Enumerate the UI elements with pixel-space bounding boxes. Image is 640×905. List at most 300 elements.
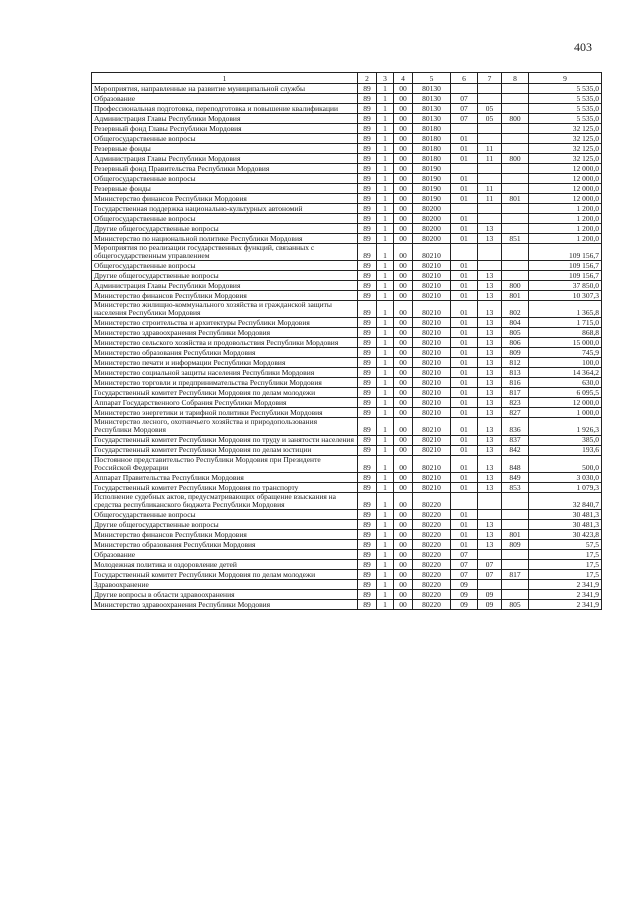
table-row xyxy=(92,418,602,435)
row-section: 01 xyxy=(451,408,478,418)
row-code-1: 89 xyxy=(358,124,377,134)
row-code-3: 00 xyxy=(394,291,413,301)
row-section: 01 xyxy=(451,174,478,184)
column-header: 6 xyxy=(451,73,478,84)
row-code-4: 80210 xyxy=(413,338,451,348)
row-code-2: 1 xyxy=(377,174,394,184)
row-code-1: 89 xyxy=(358,408,377,418)
row-subsection: 13 xyxy=(478,445,502,455)
row-department: 800 xyxy=(502,281,529,291)
row-code-2: 1 xyxy=(377,482,394,492)
row-code-3: 00 xyxy=(394,134,413,144)
table-row xyxy=(92,328,602,338)
row-amount: 1 200,0 xyxy=(529,234,602,244)
row-amount: 109 156,7 xyxy=(529,261,602,271)
row-code-2: 1 xyxy=(377,388,394,398)
table-row xyxy=(92,492,602,509)
row-code-1: 89 xyxy=(358,134,377,144)
row-code-4: 80210 xyxy=(413,472,451,482)
row-subsection: 11 xyxy=(478,194,502,204)
row-code-4: 80210 xyxy=(413,348,451,358)
row-section: 01 xyxy=(451,281,478,291)
row-subsection: 13 xyxy=(478,348,502,358)
row-section: 01 xyxy=(451,318,478,328)
row-description: Министерство печати и информации Республики Мордовия xyxy=(92,358,358,368)
table-row xyxy=(92,445,602,455)
row-code-3: 00 xyxy=(394,94,413,104)
row-code-4: 80130 xyxy=(413,114,451,124)
row-description: Министерство здравоохранения Республики Мордовия xyxy=(92,599,358,609)
row-code-4: 80200 xyxy=(413,224,451,234)
row-amount: 1 200,0 xyxy=(529,214,602,224)
row-department xyxy=(502,261,529,271)
row-section: 01 xyxy=(451,214,478,224)
row-subsection xyxy=(478,204,502,214)
row-code-3: 00 xyxy=(394,204,413,214)
row-description: Администрация Главы Республики Мордовия xyxy=(92,281,358,291)
row-code-3: 00 xyxy=(394,418,413,435)
row-code-2: 1 xyxy=(377,398,394,408)
row-subsection xyxy=(478,244,502,261)
row-code-2: 1 xyxy=(377,204,394,214)
row-subsection: 13 xyxy=(478,234,502,244)
table-row xyxy=(92,124,602,134)
row-code-2: 1 xyxy=(377,472,394,482)
row-department: 849 xyxy=(502,472,529,482)
row-section: 01 xyxy=(451,224,478,234)
row-code-4: 80130 xyxy=(413,104,451,114)
table-row xyxy=(92,408,602,418)
row-amount: 100,0 xyxy=(529,358,602,368)
table-row xyxy=(92,154,602,164)
row-amount: 5 535,0 xyxy=(529,104,602,114)
row-code-3: 00 xyxy=(394,549,413,559)
column-header: 7 xyxy=(478,73,502,84)
table-row xyxy=(92,519,602,529)
row-code-1: 89 xyxy=(358,214,377,224)
row-description: Министерство образования Республики Мордовия xyxy=(92,539,358,549)
row-code-2: 1 xyxy=(377,114,394,124)
row-amount: 2 341,9 xyxy=(529,599,602,609)
row-code-2: 1 xyxy=(377,358,394,368)
table-row xyxy=(92,529,602,539)
row-section xyxy=(451,492,478,509)
row-section: 07 xyxy=(451,569,478,579)
table-row xyxy=(92,378,602,388)
row-description: Министерство финансов Республики Мордовия xyxy=(92,291,358,301)
row-department: 809 xyxy=(502,539,529,549)
row-code-2: 1 xyxy=(377,579,394,589)
table-row xyxy=(92,482,602,492)
row-code-3: 00 xyxy=(394,154,413,164)
row-amount: 2 341,9 xyxy=(529,589,602,599)
row-code-1: 89 xyxy=(358,368,377,378)
row-code-1: 89 xyxy=(358,398,377,408)
row-department xyxy=(502,519,529,529)
row-subsection: 13 xyxy=(478,318,502,328)
table-row xyxy=(92,388,602,398)
row-department: 801 xyxy=(502,529,529,539)
row-code-4: 80130 xyxy=(413,94,451,104)
row-code-2: 1 xyxy=(377,94,394,104)
row-section: 01 xyxy=(451,455,478,472)
row-code-4: 80210 xyxy=(413,388,451,398)
row-department: 813 xyxy=(502,368,529,378)
table-row xyxy=(92,281,602,291)
row-code-1: 89 xyxy=(358,338,377,348)
row-department: 827 xyxy=(502,408,529,418)
row-code-1: 89 xyxy=(358,539,377,549)
row-code-4: 80210 xyxy=(413,408,451,418)
row-amount: 57,5 xyxy=(529,539,602,549)
row-code-2: 1 xyxy=(377,348,394,358)
row-subsection: 13 xyxy=(478,358,502,368)
row-code-3: 00 xyxy=(394,114,413,124)
row-subsection xyxy=(478,261,502,271)
row-amount: 1 000,0 xyxy=(529,408,602,418)
table-row xyxy=(92,569,602,579)
row-section xyxy=(451,244,478,261)
row-code-2: 1 xyxy=(377,418,394,435)
row-code-3: 00 xyxy=(394,388,413,398)
row-code-1: 89 xyxy=(358,388,377,398)
row-department xyxy=(502,164,529,174)
row-subsection: 13 xyxy=(478,224,502,234)
row-description: Резервный фонд Главы Республики Мордовия xyxy=(92,124,358,134)
row-subsection: 13 xyxy=(478,529,502,539)
column-header: 9 xyxy=(529,73,602,84)
row-section: 01 xyxy=(451,368,478,378)
row-code-3: 00 xyxy=(394,104,413,114)
row-section: 09 xyxy=(451,589,478,599)
row-code-3: 00 xyxy=(394,301,413,318)
row-department: 837 xyxy=(502,435,529,445)
row-code-2: 1 xyxy=(377,569,394,579)
row-description: Министерство энергетики и тарифной политики Республики Мордовия xyxy=(92,408,358,418)
row-code-3: 00 xyxy=(394,368,413,378)
row-amount: 109 156,7 xyxy=(529,271,602,281)
table-row xyxy=(92,455,602,472)
row-code-1: 89 xyxy=(358,144,377,154)
table-row xyxy=(92,539,602,549)
row-amount: 868,8 xyxy=(529,328,602,338)
row-code-1: 89 xyxy=(358,318,377,328)
row-code-3: 00 xyxy=(394,509,413,519)
row-amount: 745,9 xyxy=(529,348,602,358)
row-code-4: 80210 xyxy=(413,318,451,328)
row-code-3: 00 xyxy=(394,435,413,445)
table-row xyxy=(92,559,602,569)
row-amount: 17,5 xyxy=(529,569,602,579)
row-amount: 1 715,0 xyxy=(529,318,602,328)
row-code-3: 00 xyxy=(394,358,413,368)
row-code-4: 80210 xyxy=(413,244,451,261)
row-department xyxy=(502,174,529,184)
row-code-2: 1 xyxy=(377,455,394,472)
row-amount: 1 926,3 xyxy=(529,418,602,435)
row-code-3: 00 xyxy=(394,378,413,388)
row-amount: 12 000,0 xyxy=(529,174,602,184)
row-description: Резервные фонды xyxy=(92,184,358,194)
row-description: Резервный фонд Правительства Республики Мордовия xyxy=(92,164,358,174)
row-amount: 32 125,0 xyxy=(529,134,602,144)
row-code-3: 00 xyxy=(394,408,413,418)
row-code-4: 80190 xyxy=(413,164,451,174)
row-amount: 5 535,0 xyxy=(529,114,602,124)
row-code-4: 80190 xyxy=(413,174,451,184)
row-subsection: 13 xyxy=(478,368,502,378)
row-amount: 12 000,0 xyxy=(529,194,602,204)
row-department: 802 xyxy=(502,301,529,318)
row-department: 817 xyxy=(502,388,529,398)
row-amount: 1 200,0 xyxy=(529,204,602,214)
row-section: 01 xyxy=(451,388,478,398)
row-code-1: 89 xyxy=(358,445,377,455)
budget-table xyxy=(91,72,602,610)
row-description: Министерство торговли и предпринимательства Республики Мордовия xyxy=(92,378,358,388)
row-code-4: 80220 xyxy=(413,509,451,519)
row-code-1: 89 xyxy=(358,94,377,104)
row-code-1: 89 xyxy=(358,184,377,194)
row-code-1: 89 xyxy=(358,348,377,358)
row-code-1: 89 xyxy=(358,569,377,579)
row-section: 01 xyxy=(451,144,478,154)
row-code-4: 80210 xyxy=(413,398,451,408)
row-amount: 10 307,3 xyxy=(529,291,602,301)
row-section xyxy=(451,84,478,94)
table-row xyxy=(92,435,602,445)
row-section: 01 xyxy=(451,271,478,281)
row-description: Министерство по национальной политике Республики Мордовия xyxy=(92,234,358,244)
row-code-3: 00 xyxy=(394,529,413,539)
row-section: 01 xyxy=(451,509,478,519)
row-code-2: 1 xyxy=(377,338,394,348)
row-subsection: 11 xyxy=(478,144,502,154)
row-code-2: 1 xyxy=(377,194,394,204)
row-department xyxy=(502,492,529,509)
row-department: 800 xyxy=(502,114,529,124)
row-section: 01 xyxy=(451,154,478,164)
row-subsection xyxy=(478,134,502,144)
row-description: Государственный комитет Республики Мордовия по транспорту xyxy=(92,482,358,492)
table-row xyxy=(92,338,602,348)
row-section: 01 xyxy=(451,291,478,301)
row-code-3: 00 xyxy=(394,124,413,134)
row-code-1: 89 xyxy=(358,358,377,368)
row-department xyxy=(502,104,529,114)
row-subsection: 13 xyxy=(478,482,502,492)
table-row xyxy=(92,301,602,318)
row-department xyxy=(502,134,529,144)
row-department xyxy=(502,559,529,569)
row-amount: 32 125,0 xyxy=(529,144,602,154)
row-code-2: 1 xyxy=(377,549,394,559)
row-code-2: 1 xyxy=(377,234,394,244)
row-code-4: 80220 xyxy=(413,559,451,569)
row-code-3: 00 xyxy=(394,164,413,174)
row-department xyxy=(502,579,529,589)
row-code-2: 1 xyxy=(377,244,394,261)
row-subsection: 05 xyxy=(478,104,502,114)
row-subsection: 13 xyxy=(478,408,502,418)
row-amount: 630,0 xyxy=(529,378,602,388)
row-code-4: 80220 xyxy=(413,579,451,589)
row-department xyxy=(502,144,529,154)
row-department: 816 xyxy=(502,378,529,388)
row-code-1: 89 xyxy=(358,234,377,244)
row-amount: 193,6 xyxy=(529,445,602,455)
row-code-2: 1 xyxy=(377,184,394,194)
row-section xyxy=(451,204,478,214)
row-subsection: 13 xyxy=(478,338,502,348)
row-code-2: 1 xyxy=(377,144,394,154)
row-code-1: 89 xyxy=(358,194,377,204)
row-department: 801 xyxy=(502,291,529,301)
row-section: 07 xyxy=(451,94,478,104)
table-body xyxy=(92,84,602,610)
row-code-1: 89 xyxy=(358,509,377,519)
row-code-1: 89 xyxy=(358,114,377,124)
row-subsection xyxy=(478,214,502,224)
row-department: 800 xyxy=(502,154,529,164)
row-code-4: 80200 xyxy=(413,214,451,224)
row-amount: 15 000,0 xyxy=(529,338,602,348)
row-code-2: 1 xyxy=(377,539,394,549)
row-amount: 30 481,3 xyxy=(529,519,602,529)
row-section: 01 xyxy=(451,398,478,408)
row-amount: 5 535,0 xyxy=(529,84,602,94)
row-section: 01 xyxy=(451,482,478,492)
row-code-2: 1 xyxy=(377,124,394,134)
row-description: Мероприятия по реализации государственных функций, связанных с общегосударственным управлением xyxy=(92,244,358,261)
row-department: 823 xyxy=(502,398,529,408)
row-code-4: 80210 xyxy=(413,358,451,368)
row-amount: 6 095,5 xyxy=(529,388,602,398)
row-code-1: 89 xyxy=(358,164,377,174)
row-code-2: 1 xyxy=(377,368,394,378)
row-description: Общегосударственные вопросы xyxy=(92,174,358,184)
row-amount: 385,0 xyxy=(529,435,602,445)
row-subsection: 13 xyxy=(478,398,502,408)
table-row xyxy=(92,358,602,368)
row-code-3: 00 xyxy=(394,559,413,569)
row-department: 805 xyxy=(502,599,529,609)
row-code-2: 1 xyxy=(377,261,394,271)
row-code-1: 89 xyxy=(358,599,377,609)
row-section: 01 xyxy=(451,358,478,368)
row-code-4: 80210 xyxy=(413,281,451,291)
row-description: Государственная поддержка национально-культурных автономий xyxy=(92,204,358,214)
row-code-1: 89 xyxy=(358,472,377,482)
row-code-4: 80210 xyxy=(413,378,451,388)
column-header: 8 xyxy=(502,73,529,84)
row-code-3: 00 xyxy=(394,398,413,408)
row-code-1: 89 xyxy=(358,519,377,529)
row-code-4: 80180 xyxy=(413,134,451,144)
row-amount: 17,5 xyxy=(529,559,602,569)
row-code-4: 80210 xyxy=(413,291,451,301)
row-description: Здравоохранение xyxy=(92,579,358,589)
row-code-3: 00 xyxy=(394,281,413,291)
row-code-4: 80220 xyxy=(413,529,451,539)
row-code-3: 00 xyxy=(394,482,413,492)
row-code-3: 00 xyxy=(394,144,413,154)
row-department: 842 xyxy=(502,445,529,455)
row-code-3: 00 xyxy=(394,348,413,358)
row-department: 836 xyxy=(502,418,529,435)
row-code-1: 89 xyxy=(358,291,377,301)
row-code-1: 89 xyxy=(358,84,377,94)
row-description: Администрация Главы Республики Мордовия xyxy=(92,114,358,124)
row-code-1: 89 xyxy=(358,378,377,388)
row-section: 01 xyxy=(451,519,478,529)
row-code-4: 80180 xyxy=(413,124,451,134)
row-description: Министерство финансов Республики Мордовия xyxy=(92,194,358,204)
row-subsection: 13 xyxy=(478,519,502,529)
row-department xyxy=(502,244,529,261)
row-code-1: 89 xyxy=(358,301,377,318)
row-code-2: 1 xyxy=(377,492,394,509)
row-code-3: 00 xyxy=(394,328,413,338)
row-subsection xyxy=(478,492,502,509)
row-amount: 14 364,2 xyxy=(529,368,602,378)
row-code-3: 00 xyxy=(394,261,413,271)
row-department: 853 xyxy=(502,482,529,492)
row-department: 851 xyxy=(502,234,529,244)
row-code-1: 89 xyxy=(358,418,377,435)
row-code-1: 89 xyxy=(358,529,377,539)
row-code-2: 1 xyxy=(377,318,394,328)
row-code-3: 00 xyxy=(394,569,413,579)
row-department: 806 xyxy=(502,338,529,348)
row-description: Мероприятия, направленные на развитие муниципальной службы xyxy=(92,84,358,94)
row-section: 01 xyxy=(451,184,478,194)
row-code-3: 00 xyxy=(394,472,413,482)
row-department: 809 xyxy=(502,348,529,358)
row-code-4: 80200 xyxy=(413,204,451,214)
row-code-4: 80210 xyxy=(413,368,451,378)
row-subsection: 13 xyxy=(478,291,502,301)
row-amount: 32 125,0 xyxy=(529,154,602,164)
row-code-4: 80130 xyxy=(413,84,451,94)
row-code-2: 1 xyxy=(377,328,394,338)
row-code-2: 1 xyxy=(377,599,394,609)
row-department xyxy=(502,94,529,104)
row-department: 804 xyxy=(502,318,529,328)
row-code-3: 00 xyxy=(394,519,413,529)
row-department: 848 xyxy=(502,455,529,472)
row-code-1: 89 xyxy=(358,579,377,589)
table-row xyxy=(92,271,602,281)
row-department xyxy=(502,224,529,234)
row-amount: 32 125,0 xyxy=(529,124,602,134)
row-subsection: 13 xyxy=(478,378,502,388)
row-code-4: 80210 xyxy=(413,261,451,271)
row-code-2: 1 xyxy=(377,408,394,418)
row-code-4: 80220 xyxy=(413,539,451,549)
row-code-3: 00 xyxy=(394,174,413,184)
row-section xyxy=(451,124,478,134)
row-code-2: 1 xyxy=(377,84,394,94)
row-department xyxy=(502,589,529,599)
row-code-2: 1 xyxy=(377,301,394,318)
table-row xyxy=(92,579,602,589)
row-code-3: 00 xyxy=(394,318,413,328)
table-row xyxy=(92,234,602,244)
table-row xyxy=(92,214,602,224)
row-department: 801 xyxy=(502,194,529,204)
row-description: Другие общегосударственные вопросы xyxy=(92,271,358,281)
